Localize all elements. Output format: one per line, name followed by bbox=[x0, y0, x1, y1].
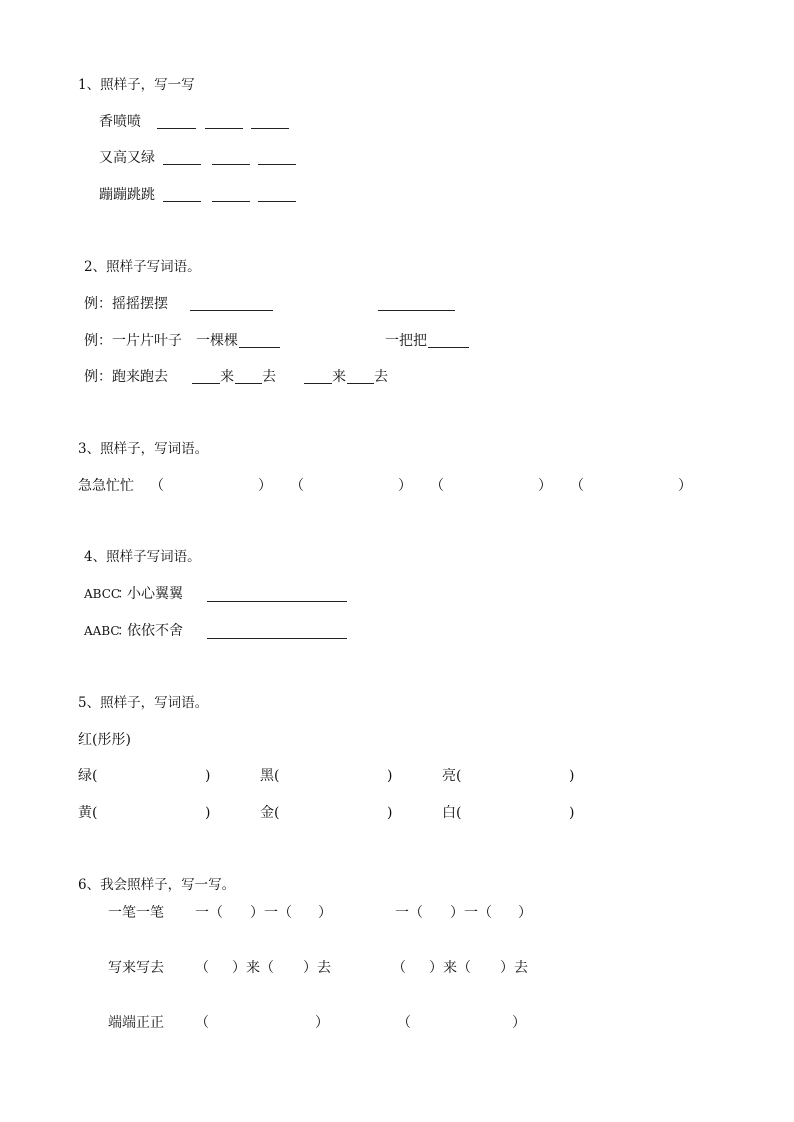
pattern-label: AABC bbox=[84, 624, 120, 638]
answer-blank[interactable] bbox=[190, 310, 273, 311]
section-4-example-1: 小心翼翼 bbox=[127, 586, 183, 602]
close-paren: ） bbox=[398, 478, 412, 494]
section-2-example-1: 例：摇摇摆摆 bbox=[84, 296, 168, 312]
section-5-example: 红(彤彤) bbox=[78, 732, 131, 748]
answer-blank[interactable] bbox=[205, 128, 243, 129]
word-part: 去 bbox=[262, 369, 276, 385]
color-char: 绿 bbox=[78, 768, 92, 784]
answer-blank[interactable] bbox=[163, 164, 201, 165]
section-1-heading: 1、照样子，写一写 bbox=[78, 77, 195, 93]
pattern-label: ABCC bbox=[84, 587, 121, 601]
word-part: 来 bbox=[332, 369, 346, 385]
word-part: ）来（ bbox=[232, 960, 274, 976]
answer-blank[interactable] bbox=[347, 383, 374, 384]
word-part: ）一（ bbox=[450, 905, 492, 921]
section-2-heading: 2、照样子写词语。 bbox=[84, 259, 201, 275]
close-paren: ） bbox=[538, 478, 552, 494]
answer-blank[interactable] bbox=[192, 383, 220, 384]
open-paren: ( bbox=[92, 805, 98, 821]
section-4-example-2: 依依不舍 bbox=[127, 623, 183, 639]
word-part: （ bbox=[397, 1015, 411, 1031]
section-3-heading: 3、照样子，写词语。 bbox=[78, 441, 209, 457]
close-paren: ) bbox=[569, 805, 575, 821]
color-char: 亮 bbox=[442, 768, 456, 784]
color-char: 黄 bbox=[78, 805, 92, 821]
word-part: ） bbox=[512, 1015, 526, 1031]
open-paren: （ bbox=[430, 478, 444, 494]
open-paren: （ bbox=[150, 478, 164, 494]
section-2-example-3: 例：跑来跑去 bbox=[84, 369, 168, 385]
color-char: 黑 bbox=[260, 768, 274, 784]
word-part: （ bbox=[195, 1015, 209, 1031]
open-paren: ( bbox=[456, 805, 462, 821]
answer-blank[interactable] bbox=[251, 128, 289, 129]
word-part: ） bbox=[518, 905, 532, 921]
section-1-example-1: 香喷喷 bbox=[99, 114, 141, 130]
word-part: 一（ bbox=[195, 905, 223, 921]
close-paren: ) bbox=[387, 805, 393, 821]
section-6-example-2: 写来写去 bbox=[108, 960, 164, 976]
word-part: （ bbox=[195, 960, 209, 976]
colon: ： bbox=[117, 623, 131, 639]
word-part: ）去 bbox=[500, 960, 528, 976]
answer-blank[interactable] bbox=[207, 601, 347, 602]
open-paren: ( bbox=[274, 805, 280, 821]
word-part: 一（ bbox=[395, 905, 423, 921]
close-paren: ） bbox=[258, 478, 272, 494]
open-paren: （ bbox=[290, 478, 304, 494]
answer-blank[interactable] bbox=[428, 347, 469, 348]
word-part: ）一（ bbox=[250, 905, 292, 921]
answer-blank[interactable] bbox=[239, 347, 280, 348]
section-6-example-1: 一笔一笔 bbox=[108, 905, 164, 921]
answer-blank[interactable] bbox=[207, 638, 347, 639]
section-6-example-3: 端端正正 bbox=[108, 1015, 164, 1031]
section-1-example-3: 蹦蹦跳跳 bbox=[99, 187, 155, 203]
colon: ： bbox=[117, 586, 131, 602]
color-char: 白 bbox=[442, 805, 456, 821]
answer-blank[interactable] bbox=[157, 128, 196, 129]
section-2-example-2: 例：一片片叶子 bbox=[84, 333, 182, 349]
close-paren: ) bbox=[387, 768, 393, 784]
section-5-heading: 5、照样子，写词语。 bbox=[78, 695, 209, 711]
answer-blank[interactable] bbox=[212, 201, 250, 202]
measure-word: 一棵棵 bbox=[196, 333, 238, 349]
section-3-example: 急急忙忙 bbox=[78, 478, 134, 494]
word-part: 来 bbox=[220, 369, 234, 385]
word-part: ）去 bbox=[303, 960, 331, 976]
word-part: （ bbox=[392, 960, 406, 976]
section-6-heading: 6、我会照样子，写一写。 bbox=[78, 877, 236, 893]
answer-blank[interactable] bbox=[212, 164, 250, 165]
open-paren: ( bbox=[456, 768, 462, 784]
word-part: ） bbox=[318, 905, 332, 921]
answer-blank[interactable] bbox=[258, 201, 296, 202]
open-paren: ( bbox=[274, 768, 280, 784]
close-paren: ） bbox=[678, 478, 692, 494]
open-paren: ( bbox=[92, 768, 98, 784]
close-paren: ) bbox=[205, 768, 211, 784]
section-4-heading: 4、照样子写词语。 bbox=[84, 549, 201, 565]
answer-blank[interactable] bbox=[235, 383, 262, 384]
word-part: 去 bbox=[374, 369, 388, 385]
word-part: ）来（ bbox=[429, 960, 471, 976]
measure-word: 一把把 bbox=[385, 333, 427, 349]
close-paren: ) bbox=[205, 805, 211, 821]
color-char: 金 bbox=[260, 805, 274, 821]
answer-blank[interactable] bbox=[378, 310, 455, 311]
close-paren: ) bbox=[569, 768, 575, 784]
answer-blank[interactable] bbox=[258, 164, 296, 165]
open-paren: （ bbox=[570, 478, 584, 494]
answer-blank[interactable] bbox=[163, 201, 201, 202]
answer-blank[interactable] bbox=[304, 383, 332, 384]
word-part: ） bbox=[315, 1015, 329, 1031]
section-1-example-2: 又高又绿 bbox=[99, 150, 155, 166]
